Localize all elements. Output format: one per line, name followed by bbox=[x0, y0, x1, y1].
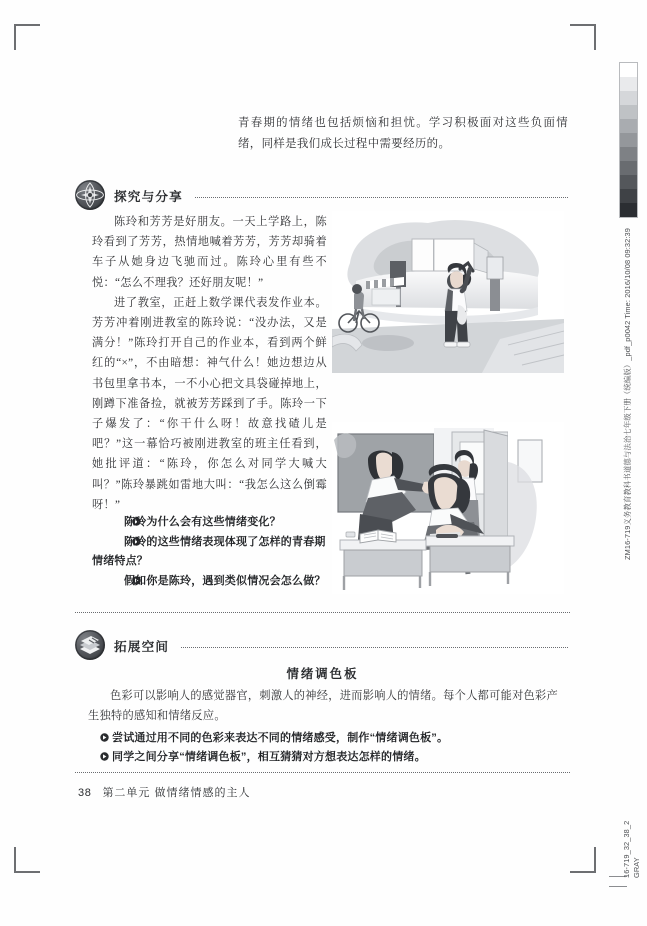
section-header-inquiry bbox=[75, 180, 570, 210]
expansion-bullet-text-2: 同学之间分享“情绪调色板”，相互猜猜对方想表达怎样的情绪。 bbox=[112, 751, 426, 764]
calibration-swatch-1 bbox=[620, 77, 637, 91]
section-rule-inquiry bbox=[195, 197, 568, 198]
expansion-bullet-1 bbox=[100, 729, 570, 748]
calibration-swatch-0 bbox=[620, 63, 637, 77]
expansion-bullets bbox=[100, 729, 570, 768]
calibration-swatch-7 bbox=[620, 161, 637, 175]
inquiry-story-text bbox=[92, 212, 327, 515]
page-number: 38 bbox=[78, 787, 92, 799]
calibration-swatch-4 bbox=[620, 119, 637, 133]
section-separator-bottom bbox=[75, 772, 570, 773]
inquiry-questions bbox=[92, 513, 332, 591]
page-content bbox=[70, 0, 570, 926]
footer-unit-title: 第二单元 做情绪情感的主人 bbox=[102, 787, 251, 799]
section-title-expansion: 拓展空间 bbox=[114, 639, 170, 654]
scan-metadata-line-2: GRAY bbox=[632, 857, 641, 878]
expansion-subtitle: 情绪调色板 bbox=[286, 667, 359, 681]
calibration-swatch-2 bbox=[620, 91, 637, 105]
page-footer bbox=[78, 784, 251, 800]
story-paragraph-1: 陈玲和芳芳是好朋友。一天上学路上，陈玲看到了芳芳，热情地喊着芳芳，芳芳却骑着车子从她身边飞驰而过。陈玲心里有些不悦：“怎么不理我？还好朋友呢！” bbox=[92, 216, 327, 289]
scan-metadata-line-3: 16-719_32_38_2 bbox=[622, 820, 631, 878]
section-title-inquiry: 探究与分享 bbox=[114, 189, 183, 204]
bullet-arrow-icon bbox=[112, 514, 121, 523]
expansion-paragraph bbox=[88, 687, 558, 726]
street-scene-illustration bbox=[332, 211, 564, 373]
calibration-swatch-8 bbox=[620, 175, 637, 189]
grayscale-calibration-strip bbox=[619, 62, 638, 218]
scan-metadata-line-1: ZM16-719义务教育教科书道德与法治七年级下册（统编版）_pdf_p0042 Time: 2016/10/08 09:32:39 bbox=[623, 228, 632, 560]
classroom-scene-illustration bbox=[332, 422, 564, 594]
intro-text: 青春期的情绪也包括烦恼和担忧。学习积极面对这些负面情绪，同样是我们成长过程中需要经历的。 bbox=[238, 117, 568, 150]
story-paragraph-2: 进了教室，正赶上数学课代表发作业本。芳芳冲着刚进教室的陈玲说：“没办法，又是满分！”陈玲打开自己的作业本，看到两个鲜红的“×”，不由暗想：神气什么！她边想边从书包里拿书本，一不小心把文具袋碰掉地上，刚蹲下准备捡，就被芳芳踩到了手。陈玲一下子爆发了：“你干什么呀！故意找碴儿是吧？”这一幕恰巧被刚进教室的班主任看到，她批评道：“陈玲，你怎么对同学大喊大叫？”陈玲暴跳如雷地大叫：“我怎么这么倒霉呀！” bbox=[92, 296, 327, 511]
question-item-1 bbox=[92, 513, 332, 533]
intro-paragraph bbox=[238, 113, 568, 155]
question-text-1: 陈玲为什么会有这些情绪变化？ bbox=[124, 516, 281, 528]
edge-guide-rule-2 bbox=[609, 886, 627, 887]
question-text-3: 假如你是陈玲，遇到类似情况会怎么做？ bbox=[124, 574, 326, 587]
calibration-swatch-6 bbox=[620, 147, 637, 161]
question-item-3 bbox=[92, 572, 332, 592]
bullet-arrow-icon bbox=[100, 749, 109, 758]
expansion-bullet-2 bbox=[100, 748, 570, 767]
section-separator-top bbox=[75, 612, 570, 613]
bullet-arrow-icon bbox=[112, 573, 121, 582]
compass-globe-icon bbox=[75, 180, 105, 210]
calibration-swatch-5 bbox=[620, 133, 637, 147]
layered-books-icon bbox=[75, 630, 105, 660]
bullet-arrow-icon bbox=[100, 730, 109, 739]
question-item-2 bbox=[92, 533, 332, 572]
calibration-swatch-3 bbox=[620, 105, 637, 119]
expansion-bullet-text-1: 尝试通过用不同的色彩来表达不同的情绪感受，制作“情绪调色板”。 bbox=[112, 732, 449, 744]
calibration-swatch-9 bbox=[620, 189, 637, 203]
section-header-expansion bbox=[75, 630, 570, 660]
question-text-2: 陈玲的这些情绪表现体现了怎样的青春期情绪特点？ bbox=[92, 535, 326, 568]
expansion-text-1: 色彩可以影响人的感觉器官，刺激人的神经，进而影响人的情绪。每个人都可能对色彩产生独特的感知和情绪反应。 bbox=[88, 690, 559, 722]
bullet-arrow-icon bbox=[112, 534, 121, 543]
calibration-swatch-10 bbox=[620, 203, 637, 217]
section-rule-expansion bbox=[181, 647, 568, 648]
